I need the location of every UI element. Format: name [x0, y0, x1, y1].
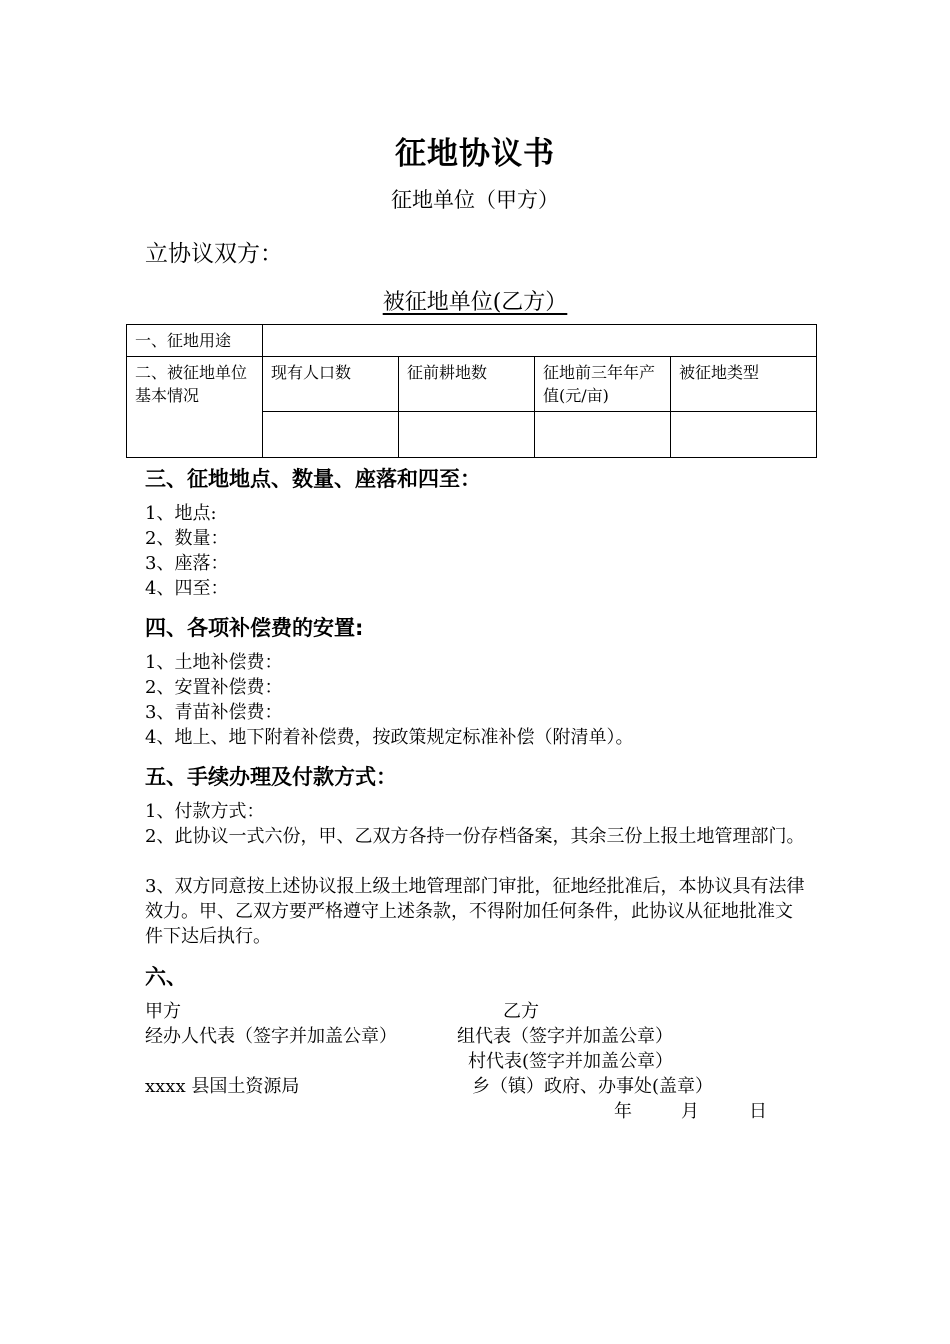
land-bureau: xxxx 县国土资源局: [145, 1076, 300, 1097]
date-day: 日: [749, 1101, 767, 1122]
party-b-label: 被征地单位(乙方）: [382, 290, 568, 315]
section4-heading: 四、各项补偿费的安置:: [145, 616, 364, 640]
section3-item: 1、地点:: [145, 503, 217, 524]
party-b-sign-label: 乙方: [503, 1001, 539, 1022]
date-year: 年: [614, 1101, 632, 1122]
section4-item: 3、青苗补偿费：: [145, 702, 283, 723]
population-value: [263, 412, 399, 458]
basic-info-label: 二、被征地单位基本情况: [127, 357, 263, 458]
township-government: 乡（镇）政府、办事处(盖章）: [472, 1076, 714, 1097]
document-title: 征地协议书: [395, 136, 555, 172]
section4-item: 1、土地补偿费：: [145, 652, 283, 673]
section5-item: 3、双方同意按上述协议报上级土地管理部门审批，征地经批准后，本协议具有法律效力。甲、乙双方要严格遵守上述条款，不得附加任何条件，此协议从征地批准文件下达后执行。: [145, 876, 805, 947]
party-b-heading: [0, 285, 950, 316]
purpose-label: 一、征地用途: [127, 325, 263, 357]
farmland-header: 征前耕地数: [399, 357, 535, 412]
parties-label: 立协议双方：: [145, 241, 283, 267]
output-value: [535, 412, 671, 458]
section6-heading: 六、: [145, 965, 187, 989]
land-info-table: [126, 324, 817, 458]
section4-item: 2、安置补偿费：: [145, 677, 283, 698]
village-representative: 村代表(签字并加盖公章）: [468, 1051, 674, 1072]
section4-item: 4、地上、地下附着补偿费，按政策规定标准补偿（附清单）。: [145, 727, 634, 748]
section3-item: 4、四至：: [145, 578, 229, 599]
section5-item: 1、付款方式：: [145, 801, 265, 822]
section3-item: 3、座落：: [145, 553, 229, 574]
section5-item: 2、此协议一式六份，甲、乙双方各持一份存档备案，其余三份上报土地管理部门。: [145, 826, 805, 847]
land-type-value: [671, 412, 817, 458]
population-header: 现有人口数: [263, 357, 399, 412]
land-type-header: 被征地类型: [671, 357, 817, 412]
date-month: 月: [681, 1101, 699, 1122]
farmland-value: [399, 412, 535, 458]
section5-heading: 五、手续办理及付款方式：: [145, 765, 397, 789]
party-a-label: 征地单位（甲方）: [391, 188, 559, 212]
section3-item: 2、数量：: [145, 528, 229, 549]
section3-heading: 三、征地地点、数量、座落和四至：: [145, 467, 481, 491]
purpose-value: [263, 325, 817, 357]
party-a-sign-label: 甲方: [145, 1001, 181, 1022]
group-representative: 组代表（签字并加盖公章）: [457, 1026, 673, 1047]
agent-representative: 经办人代表（签字并加盖公章）: [145, 1026, 397, 1047]
output-header: 征地前三年年产值(元/亩): [535, 357, 671, 412]
